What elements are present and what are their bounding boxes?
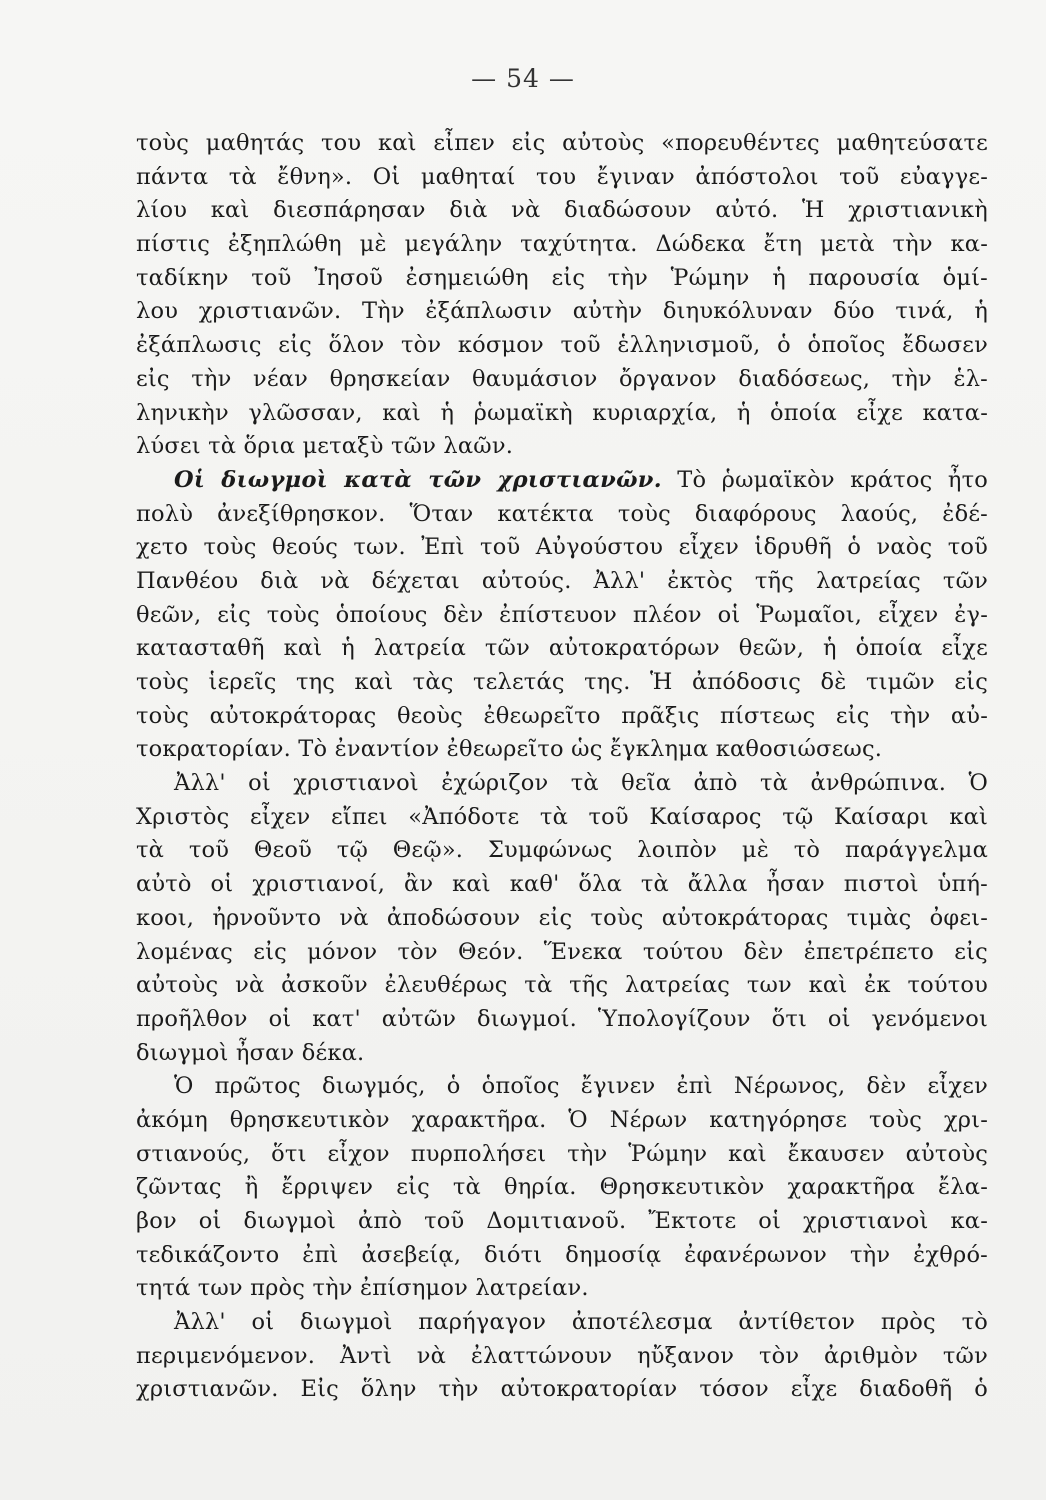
text-line: λίου καὶ διεσπάρησαν διὰ νὰ διαδώσουν αὐτό. Ἡ χριστιανικὴ bbox=[136, 197, 988, 224]
text-line: Χριστὸς εἶχεν εἴπει «Ἀπόδοτε τὰ τοῦ Καίσαρος τῷ Καίσαρι καὶ bbox=[136, 803, 988, 830]
text-line: βον οἱ διωγμοὶ ἀπὸ τοῦ Δομιτιανοῦ. Ἔκτοτε οἱ χριστιανοὶ κα- bbox=[136, 1208, 988, 1234]
text-line: πάντα τὰ ἔθνη». Οἱ μαθηταί του ἔγιναν ἀπόστολοι τοῦ εὐαγγε- bbox=[136, 163, 988, 190]
text-line: Ἀλλ' οἱ χριστιανοὶ ἐχώριζον τὰ θεῖα ἀπὸ τὰ ἀνθρώπινα. Ὁ bbox=[174, 770, 988, 797]
text-line: ἐξάπλωσις εἰς ὅλον τὸν κόσμον τοῦ ἑλληνισμοῦ, ὁ ὁποῖος ἔδωσεν bbox=[136, 332, 988, 359]
text-line: στιανούς, ὅτι εἶχον πυρπολήσει τὴν Ῥώμην καὶ ἔκαυσεν αὐτοὺς bbox=[136, 1140, 988, 1167]
text-line: ταδίκην τοῦ Ἰησοῦ ἐσημειώθη εἰς τὴν Ῥώμην ἡ παρουσία ὁμί- bbox=[136, 264, 988, 291]
text-line: τοὺς μαθητάς του καὶ εἶπεν εἰς αὐτοὺς «πορευθέντες μαθητεύσατε bbox=[136, 130, 988, 156]
text-line: τητά των πρὸς τὴν ἐπίσημον λατρείαν. bbox=[136, 1275, 589, 1302]
text-line: πίστις ἐξηπλώθη μὲ μεγάλην ταχύτητα. Δώδεκα ἔτη μετὰ τὴν κα- bbox=[136, 231, 988, 258]
text-line: κοοι, ἠρνοῦντο νὰ ἀποδώσουν εἰς τοὺς αὐτοκράτορας τιμὰς ὀφει- bbox=[136, 904, 988, 931]
text-line: αὐτοὺς νὰ ἀσκοῦν ἐλευθέρως τὰ τῆς λατρείας των καὶ ἐκ τούτου bbox=[136, 972, 988, 999]
text-line: λομένας εἰς μόνον τὸν Θεόν. Ἕνεκα τούτου δὲν ἐπετρέπετο εἰς bbox=[136, 938, 988, 965]
text-line: χριστιανῶν. Εἰς ὅλην τὴν αὐτοκρατορίαν τόσον εἶχε διαδοθῆ ὁ bbox=[136, 1376, 988, 1403]
text-line: αὐτὸ οἱ χριστιανοί, ἂν καὶ καθ' ὅλα τὰ ἄλλα ἦσαν πιστοὶ ὑπή- bbox=[136, 871, 988, 898]
text-line: λύσει τὰ ὅρια μεταξὺ τῶν λαῶν. bbox=[136, 433, 514, 460]
section-heading: Οἱ διωγμοὶ κατὰ τῶν χριστιανῶν. bbox=[174, 466, 662, 493]
text-line: εἰς τὴν νέαν θρησκείαν θαυμάσιον ὄργανον διαδόσεως, τὴν ἑλ- bbox=[136, 365, 988, 392]
text-line: Πανθέου διὰ νὰ δέχεται αὐτούς. Ἀλλ' ἐκτὸς τῆς λατρείας τῶν bbox=[136, 567, 988, 594]
page-number: — 54 — bbox=[471, 64, 575, 93]
text-line: κατασταθῆ καὶ ἡ λατρεία τῶν αὐτοκρατόρων θεῶν, ἡ ὁποία εἶχε bbox=[136, 635, 988, 662]
text-line: προῆλθον οἱ κατ' αὐτῶν διωγμοί. Ὑπολογίζουν ὅτι οἱ γενόμενοι bbox=[136, 1005, 988, 1032]
text-line: τοκρατορίαν. Τὸ ἐναντίον ἐθεωρεῖτο ὡς ἔγκλημα καθοσιώσεως. bbox=[136, 736, 883, 763]
text-line: χετο τοὺς θεούς των. Ἐπὶ τοῦ Αὐγούστου εἶχεν ἱδρυθῆ ὁ ναὸς τοῦ bbox=[136, 534, 988, 561]
text-line: τοὺς αὐτοκράτορας θεοὺς ἐθεωρεῖτο πρᾶξις πίστεως εἰς τὴν αὐ- bbox=[136, 702, 988, 729]
section-first-line-text: Τὸ ῥωμαϊκὸν κράτος ἦτο bbox=[677, 466, 988, 493]
text-line: ληνικὴν γλῶσσαν, καὶ ἡ ῥωμαϊκὴ κυριαρχία, ἡ ὁποία εἶχε κατα- bbox=[136, 399, 988, 426]
text-line: λου χριστιανῶν. Τὴν ἐξάπλωσιν αὐτὴν διηυκόλυναν δύο τινά, ἡ bbox=[136, 298, 988, 325]
text-line: πολὺ ἀνεξίθρησκον. Ὅταν κατέκτα τοὺς διαφόρους λαούς, ἐδέ- bbox=[136, 500, 988, 527]
text-line: περιμενόμενον. Ἀντὶ νὰ ἐλαττώνουν ηὔξανον τὸν ἀριθμὸν τῶν bbox=[136, 1342, 988, 1369]
section-first-line bbox=[136, 464, 988, 498]
text-line: διωγμοὶ ἦσαν δέκα. bbox=[136, 1039, 365, 1066]
text-line: ζῶντας ἢ ἔρριψεν εἰς τὰ θηρία. Θρησκευτικὸν χαρακτῆρα ἔλα- bbox=[136, 1174, 988, 1201]
text-line: τοὺς ἱερεῖς της καὶ τὰς τελετάς της. Ἡ ἀπόδοσις δὲ τιμῶν εἰς bbox=[136, 669, 988, 695]
body-text bbox=[136, 127, 988, 1407]
text-line: ἀκόμη θρησκευτικὸν χαρακτῆρα. Ὁ Νέρων κατηγόρησε τοὺς χρι- bbox=[136, 1106, 988, 1133]
text-line: Ἀλλ' οἱ διωγμοὶ παρήγαγον ἀποτέλεσμα ἀντίθετον πρὸς τὸ bbox=[174, 1309, 988, 1336]
text-line: θεῶν, εἰς τοὺς ὁποίους δὲν ἐπίστευον πλέον οἱ Ῥωμαῖοι, εἶχεν ἐγ- bbox=[136, 601, 988, 628]
text-line: τὰ τοῦ Θεοῦ τῷ Θεῷ». Συμφώνως λοιπὸν μὲ τὸ παράγγελμα bbox=[136, 837, 988, 864]
text-line: Ὁ πρῶτος διωγμός, ὁ ὁποῖος ἔγινεν ἐπὶ Νέρωνος, δὲν εἶχεν bbox=[174, 1073, 988, 1100]
text-line: τεδικάζοντο ἐπὶ ἀσεβείᾳ, διότι δημοσίᾳ ἐφανέρωνον τὴν ἐχθρό- bbox=[136, 1241, 988, 1268]
